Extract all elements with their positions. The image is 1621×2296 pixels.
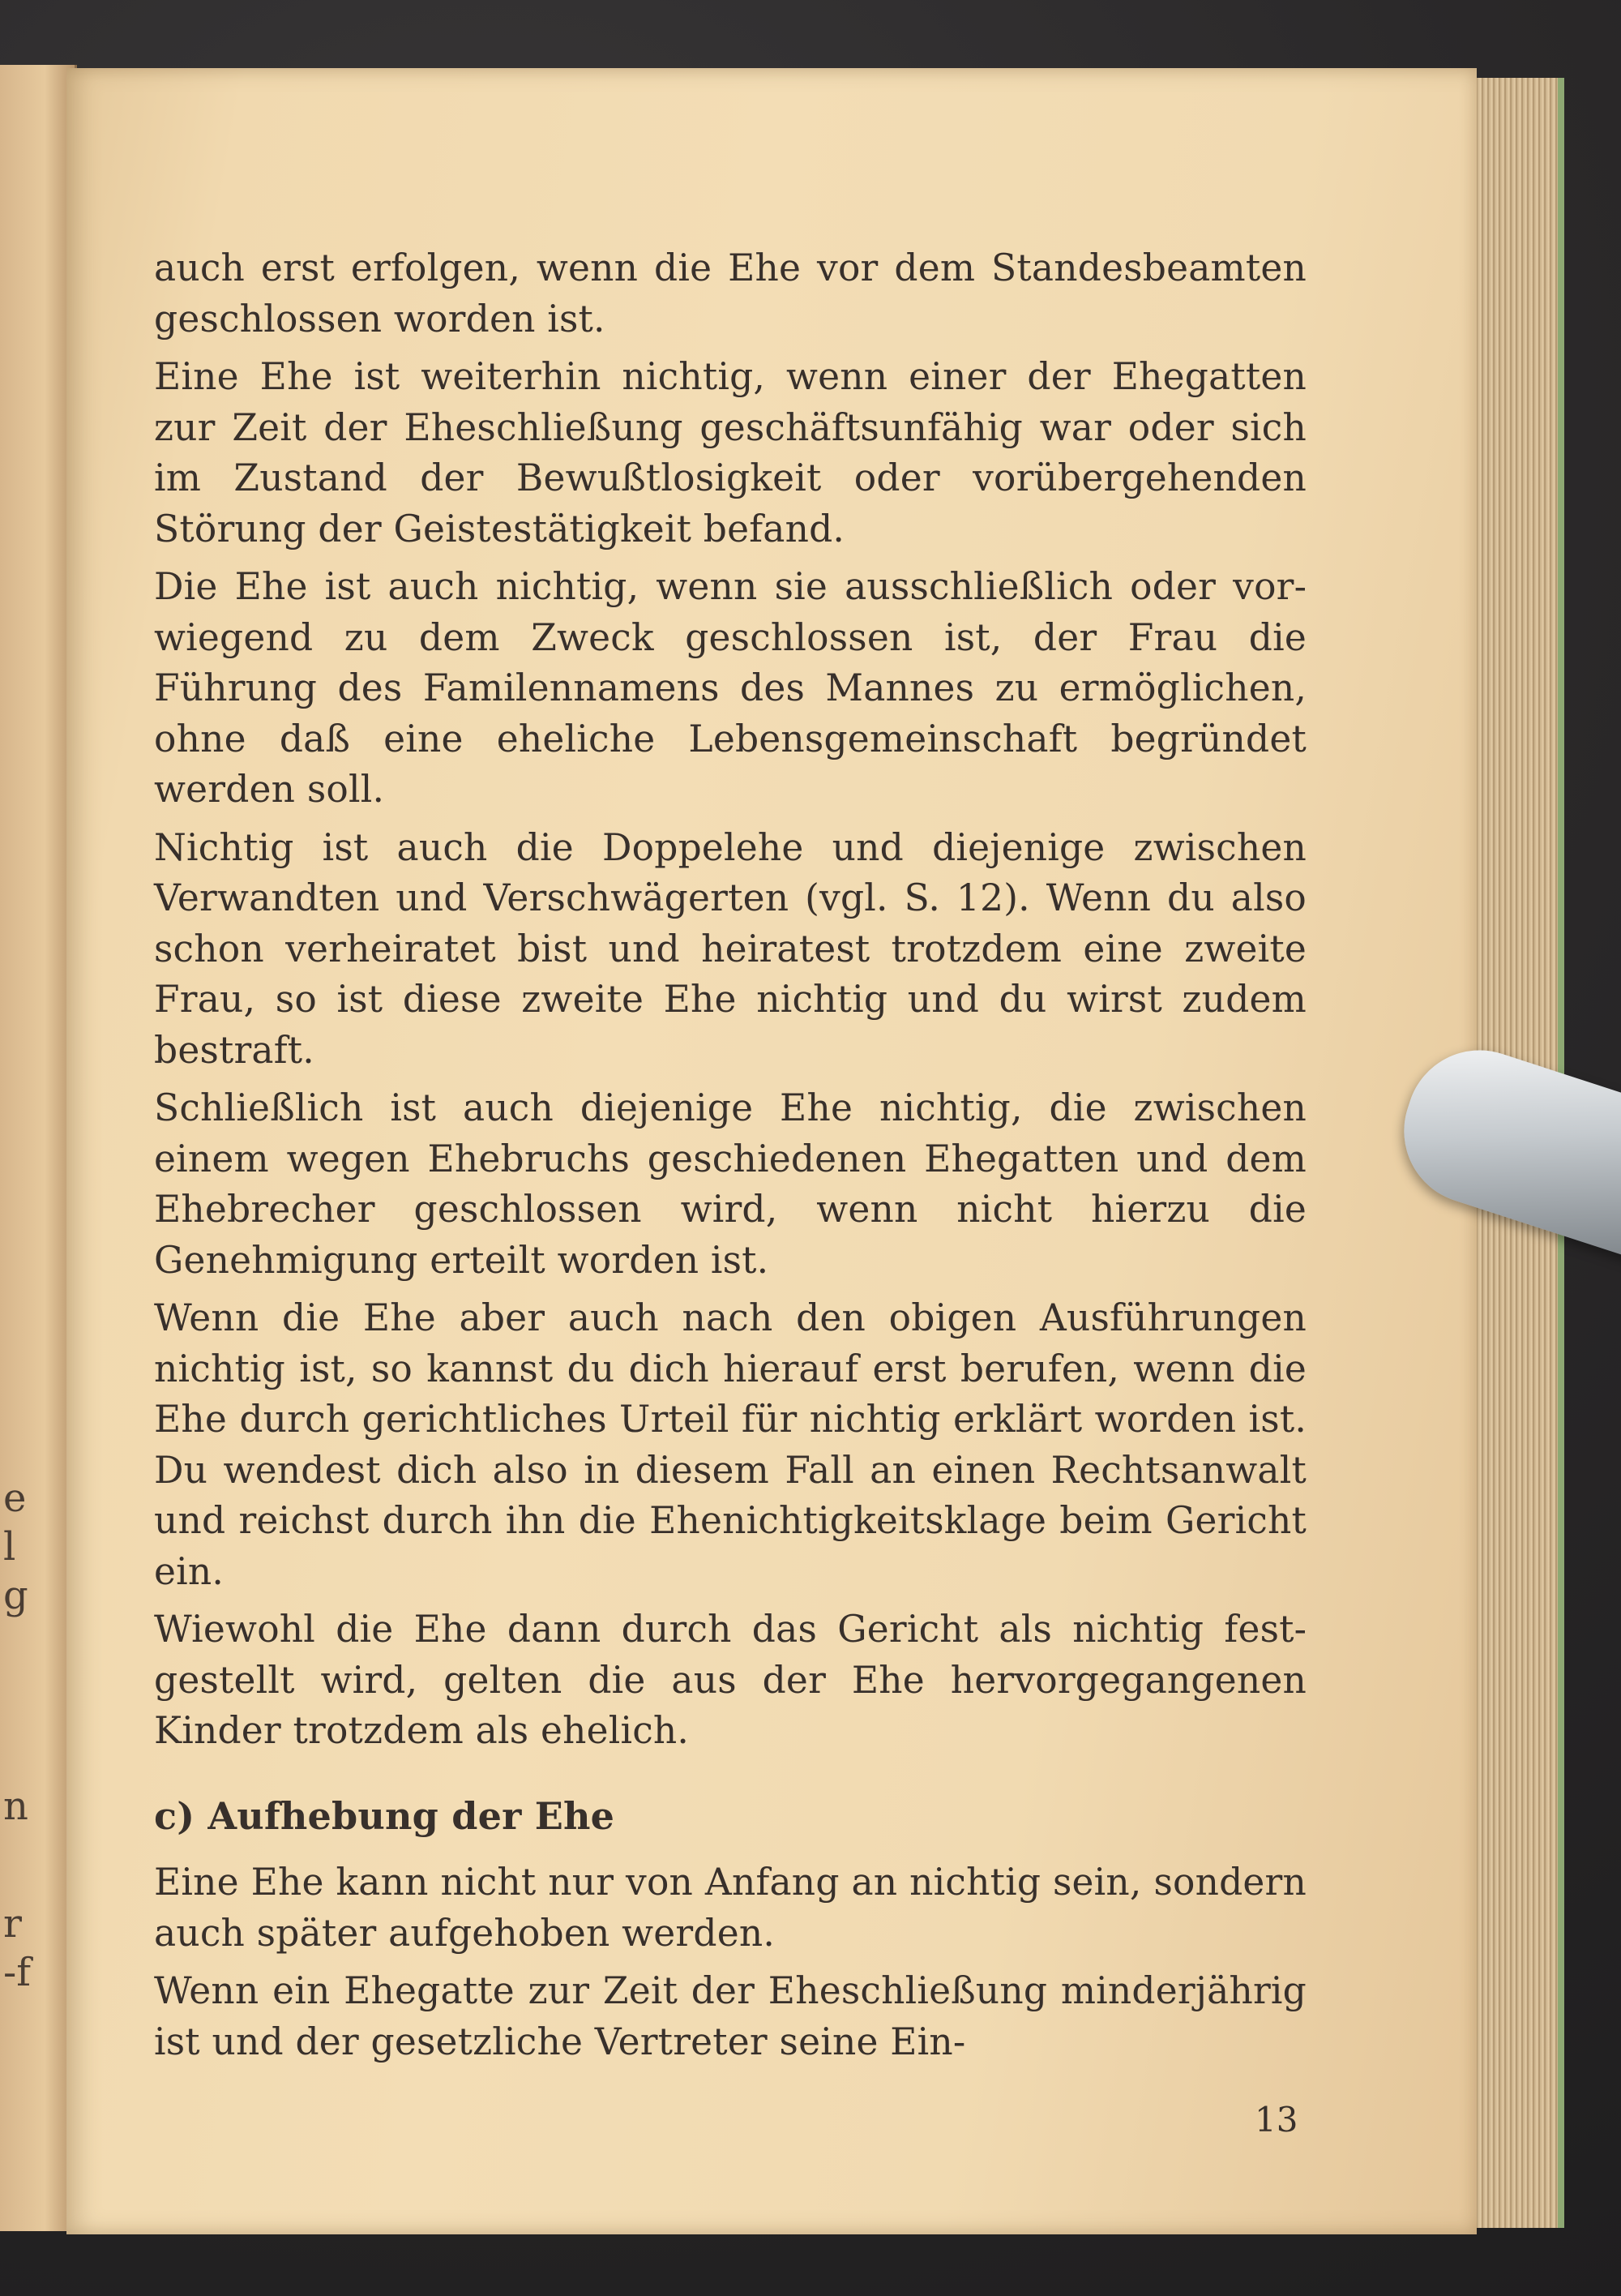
paragraph: Die Ehe ist auch nichtig, wenn sie ausschließlich oder vorwiegend zu dem Zweck geschlossen ist, der Frau die Führung des Familennamens des Mannes zu ermöglichen, ohne daß eine eheliche Lebensgemeinschaft begründet werden soll. xyxy=(154,565,1307,811)
paragraph: Wiewohl die Ehe dann durch das Gericht als nichtig festgestellt wird, gelten die aus der Ehe hervorgegangenen Kinder trotzdem als ehelich. xyxy=(154,1608,1307,1752)
left-page-fragment: n xyxy=(3,1784,28,1829)
paragraph: Wenn die Ehe aber auch nach den obigen Ausführungen nichtig ist, so kannst du dich hierauf erst berufen, wenn die Ehe durch gerichtliches Urteil für nichtig erklärt worden ist. Du wendest dich also in diesem Fall an einen Rechtsanwalt und reichst durch ihn die Ehenichtigkeitsklage beim Gericht ein. xyxy=(154,1296,1307,1593)
paragraph: auch erst erfolgen, wenn die Ehe vor dem Standesbeamten geschlossen worden ist. xyxy=(154,246,1307,341)
left-page-fragment: -f xyxy=(3,1950,31,1995)
left-page-fragment: l xyxy=(3,1524,16,1570)
left-page-fragment: e xyxy=(3,1476,27,1521)
left-page-edge xyxy=(0,65,77,2231)
paragraph: Nichtig ist auch die Doppelehe und diejenige zwischen Verwandten und Verschwägerten (vgl. S. 12). Wenn du also schon verheiratet bist und heiratest trotzdem eine zweite Frau, so ist diese zweite Ehe nichtig und du wirst zudem bestraft. xyxy=(154,825,1307,1072)
paragraph: Eine Ehe kann nicht nur von Anfang an nichtig sein, sondern auch später aufgehoben werden. xyxy=(154,1861,1307,1955)
page-number: 13 xyxy=(1255,2100,1298,2140)
paragraph: Wenn ein Ehegatte zur Zeit der Eheschließung minderjährig ist und der gesetzliche Vertreter seine Ein- xyxy=(154,1969,1307,2063)
paragraph: Schließlich ist auch diejenige Ehe nichtig, die zwischen einem wegen Ehebruchs geschiedenen Ehegatten und dem Ehebrecher geschlossen wird, wenn nicht hierzu die Genehmigung erteilt worden ist. xyxy=(154,1086,1307,1282)
page-text xyxy=(154,243,1307,2075)
section-heading: c) Aufhebung der Ehe xyxy=(154,1793,615,1838)
paragraph: Eine Ehe ist weiterhin nichtig, wenn einer der Ehegatten zur Zeit der Eheschließung geschäftsunfähig war oder sich im Zustand der Bewußtlosigkeit oder vorübergehenden Störung der Geistestätigkeit befand. xyxy=(154,355,1307,550)
left-page-fragment: r xyxy=(3,1901,22,1947)
left-page-fragment: g xyxy=(3,1573,28,1618)
